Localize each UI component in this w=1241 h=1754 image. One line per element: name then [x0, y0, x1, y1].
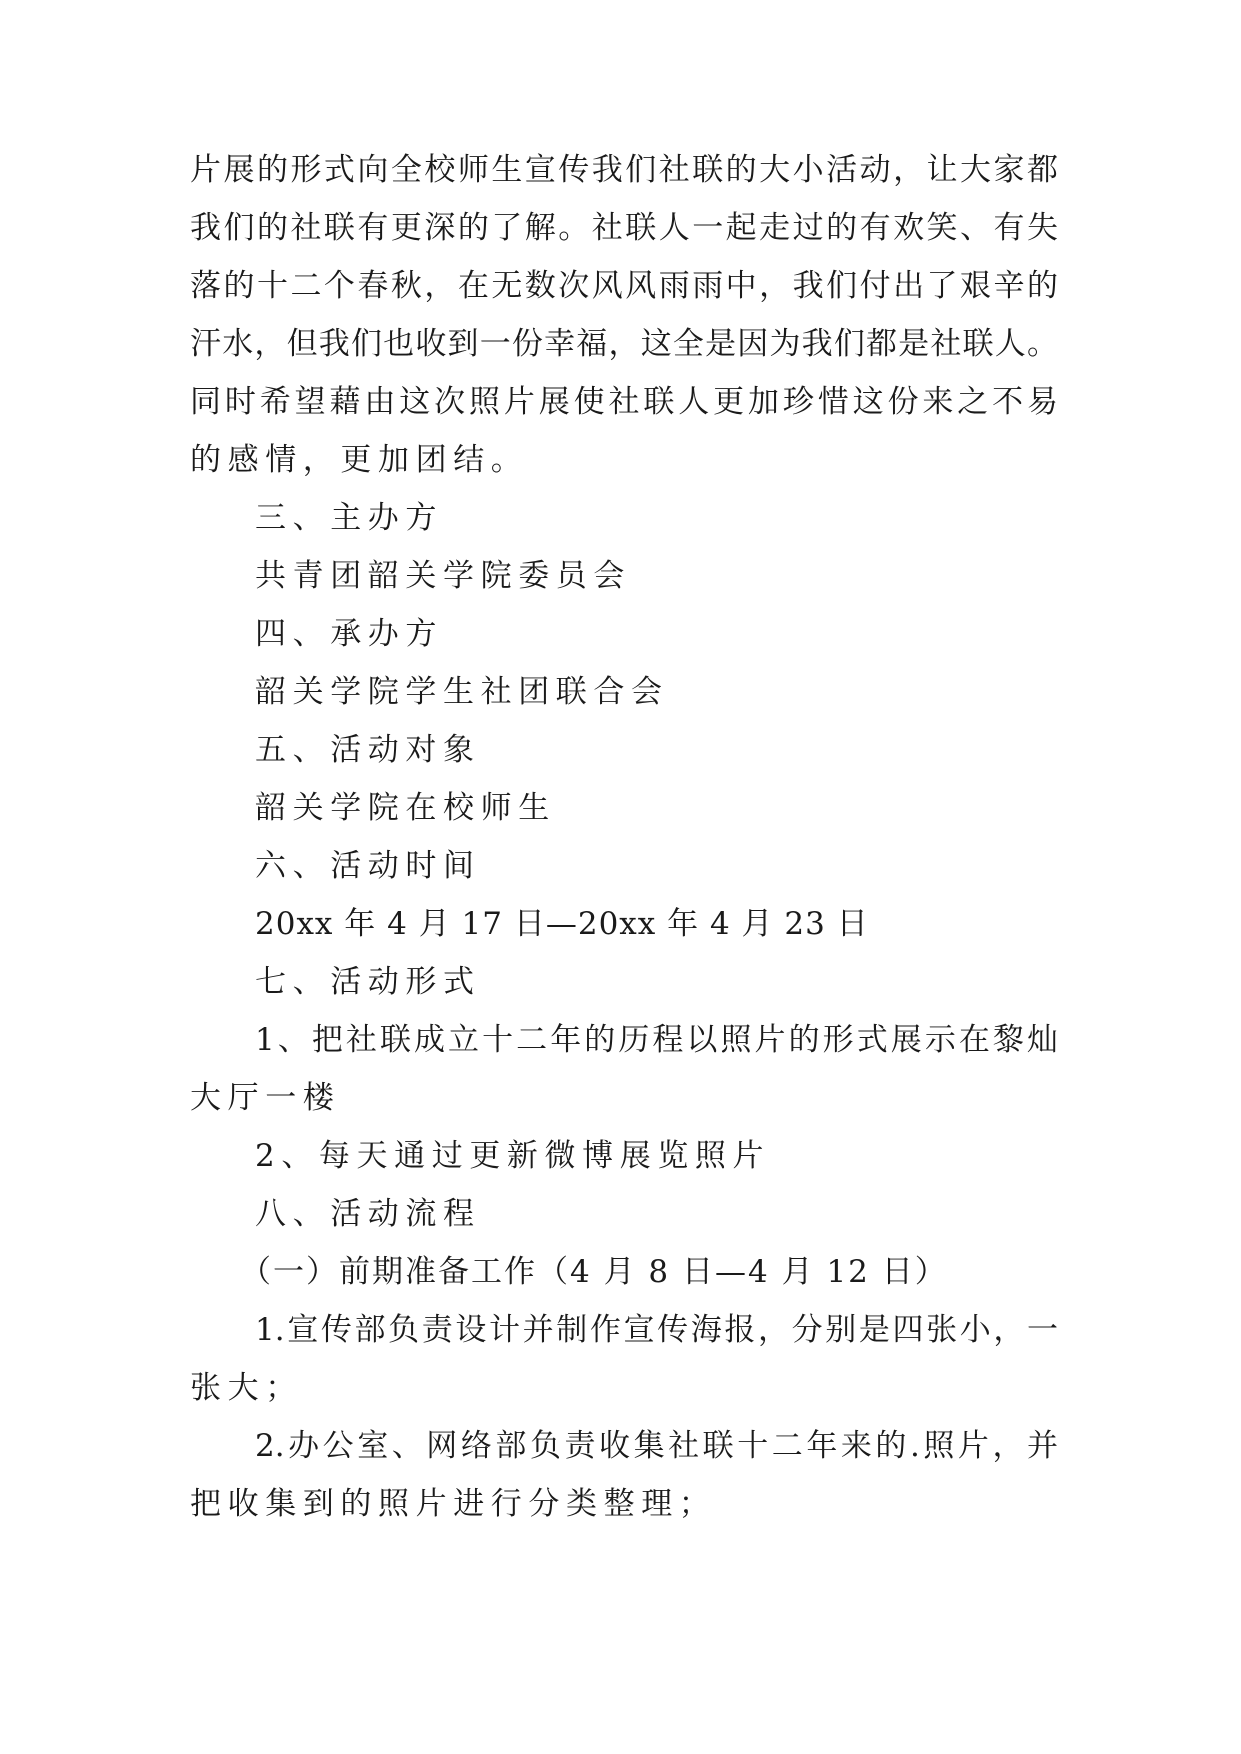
list-item: 2、每天通过更新微博展览照片 — [255, 1138, 771, 1174]
section-text: 韶关学院学生社团联合会 — [255, 674, 669, 710]
section-heading: 三、主办方 — [255, 500, 443, 536]
paragraph-line: 落的十二个春秋，在无数次风风雨雨中，我们付出了艰辛的 — [190, 268, 1058, 304]
list-item-line: 把收集到的照片进行分类整理； — [190, 1486, 717, 1522]
list-item-line: 1.宣传部负责设计并制作宣传海报，分别是四张小，一 — [255, 1312, 1058, 1348]
list-item-line: 2.办公室、网络部负责收集社联十二年来的.照片，并 — [255, 1428, 1058, 1464]
paragraph-line: 我们的社联有更深的了解。社联人一起走过的有欢笑、有失 — [190, 210, 1058, 246]
paragraph-line: 同时希望藉由这次照片展使社联人更加珍惜这份来之不易 — [190, 384, 1058, 420]
subsection-heading: （一）前期准备工作（4 月 8 日—4 月 12 日） — [240, 1254, 948, 1290]
section-heading: 四、承办方 — [255, 616, 443, 652]
section-heading: 五、活动对象 — [255, 732, 481, 768]
list-item-line: 张大； — [190, 1370, 303, 1406]
paragraph-line: 的感情，更加团结。 — [190, 442, 529, 478]
paragraph-line: 汗水，但我们也收到一份幸福，这全是因为我们都是社联人。 — [190, 326, 1058, 362]
section-heading: 八、活动流程 — [255, 1196, 481, 1232]
section-heading: 六、活动时间 — [255, 848, 481, 884]
section-text: 韶关学院在校师生 — [255, 790, 556, 826]
section-text: 共青团韶关学院委员会 — [255, 558, 631, 594]
section-heading: 七、活动形式 — [255, 964, 481, 1000]
list-item-line: 1、把社联成立十二年的历程以照片的形式展示在黎灿 — [255, 1022, 1058, 1058]
section-text: 20xx 年 4 月 17 日—20xx 年 4 月 23 日 — [255, 906, 869, 942]
paragraph-line: 片展的形式向全校师生宣传我们社联的大小活动，让大家都 — [190, 152, 1058, 188]
list-item-line: 大厅一楼 — [190, 1080, 341, 1116]
